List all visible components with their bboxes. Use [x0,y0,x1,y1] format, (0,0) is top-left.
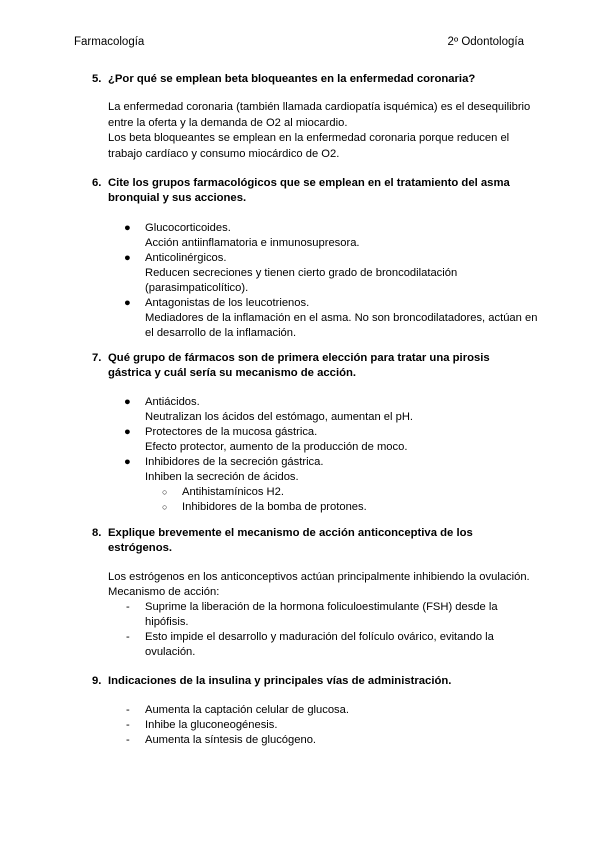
item-text: Suprime la liberación de la hormona foliculoestimulante (FSH) desde la hipófisis. [145,601,498,628]
item-text: Aumenta la captación celular de glucosa. [145,704,349,716]
item-title: Antagonistas de los leucotrienos. [145,297,310,309]
list-item [108,395,538,425]
header-course: 2º Odontología [447,36,524,48]
question-8 [92,526,532,556]
question-title: ¿Por qué se emplean beta bloqueantes en la enfermedad coronaria? [108,73,476,85]
list-item [108,718,538,733]
dash-bullet-icon: - [126,734,130,746]
question-number: 7. [92,352,102,364]
question-title: Cite los grupos farmacológicos que se emplean en el tratamiento del asma bronquial y sus acciones. [108,177,510,204]
item-text: Antihistamínicos H2. [182,486,284,498]
question-number: 6. [92,177,102,189]
bullet-icon: ● [124,297,131,309]
question-number: 9. [92,675,102,687]
item-text: Esto impide el desarrollo y maduración del folículo ovárico, evitando la ovulación. [145,631,494,658]
question-5 [92,72,532,87]
nested-list-item [145,485,538,500]
dash-bullet-icon: - [126,704,130,716]
list-item [108,425,538,455]
list-item [108,733,538,748]
question-title: Indicaciones de la insulina y principales vías de administración. [108,675,452,687]
q5-answer-paragraph-1: La enfermedad coronaria (también llamada cardiopatía isquémica) es el desequilibrio entre la oferta y la demanda de O2 al miocardio. [108,101,531,129]
list-item [108,455,538,515]
bullet-icon: ● [124,222,131,234]
list-item [108,630,538,660]
circle-bullet-icon: ○ [162,502,168,512]
item-text: Inhibidores de la bomba de protones. [182,501,367,513]
dash-bullet-icon: - [126,631,130,643]
item-title: Glucocorticoides. [145,222,231,234]
item-description: Acción antiinflamatoria e inmunosupresora. [145,237,360,249]
dash-bullet-icon: - [126,601,130,613]
q7-answer-list [108,395,538,515]
list-item [108,251,538,296]
question-6 [92,176,532,206]
bullet-icon: ● [124,252,131,264]
q8-answer-paragraph-1: Los estrógenos en los anticonceptivos actúan principalmente inhibiendo la ovulación. [108,571,530,583]
dash-bullet-icon: - [126,719,130,731]
q9-answer-list [108,703,538,748]
item-description: Inhiben la secreción de ácidos. [145,471,299,483]
item-description: Reducen secreciones y tienen cierto grado de broncodilatación (parasimpaticolítico). [145,267,458,294]
item-text: Inhibe la gluconeogénesis. [145,719,278,731]
question-number: 8. [92,527,102,539]
item-description: Mediadores de la inflamación en el asma. No son broncodilatadores, actúan en el desarrollo de la inflamación. [145,312,538,339]
question-title: Qué grupo de fármacos son de primera elección para tratar una pirosis gástrica y cuál sería su mecanismo de acción. [108,352,490,379]
list-item [108,296,538,341]
bullet-icon: ● [124,426,131,438]
item-description: Neutralizan los ácidos del estómago, aumentan el pH. [145,411,414,423]
item-title: Antiácidos. [145,396,200,408]
item-title: Inhibidores de la secreción gástrica. [145,456,324,468]
bullet-icon: ● [124,396,131,408]
header-subject: Farmacología [74,36,145,48]
circle-bullet-icon: ○ [162,487,168,497]
nested-list [145,485,538,515]
q6-answer-list [108,221,538,341]
item-title: Anticolinérgicos. [145,252,227,264]
question-9 [92,674,532,689]
question-number: 5. [92,73,102,85]
q8-answer-paragraph-2: Mecanismo de acción: [108,586,220,598]
list-item [108,600,538,630]
question-7 [92,351,532,381]
bullet-icon: ● [124,456,131,468]
list-item [108,703,538,718]
item-text: Aumenta la síntesis de glucógeno. [145,734,317,746]
q8-answer-list [108,600,538,660]
q5-answer-paragraph-2: Los beta bloqueantes se emplean en la enfermedad coronaria porque reducen el trabajo cardíaco y consumo miocárdico de O2. [108,132,510,160]
nested-list-item [145,500,538,515]
item-description: Efecto protector, aumento de la producción de moco. [145,441,408,453]
question-title: Explique brevemente el mecanismo de acción anticonceptiva de los estrógenos. [108,527,473,554]
list-item [108,221,538,251]
item-title: Protectores de la mucosa gástrica. [145,426,318,438]
